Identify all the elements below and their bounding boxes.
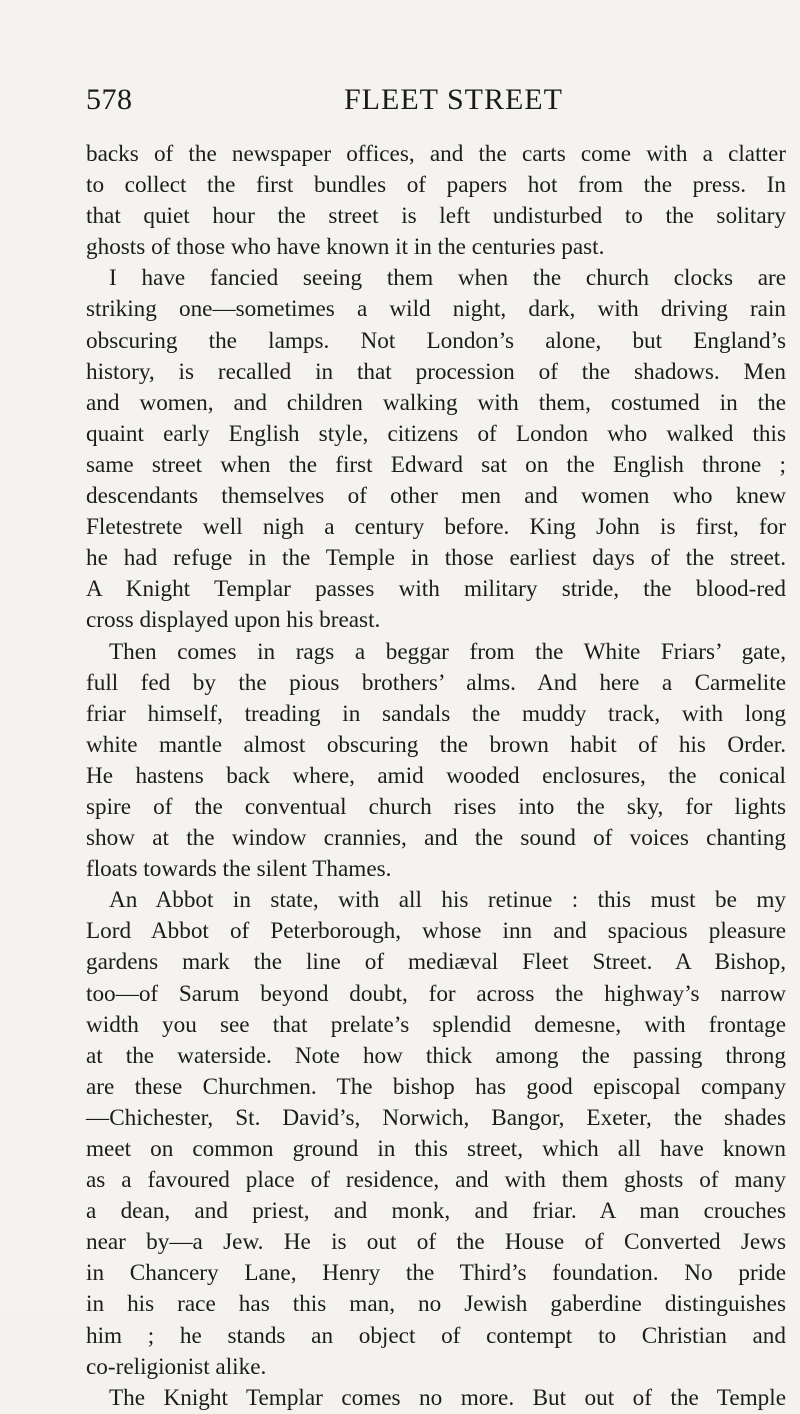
text-line: a dean, and priest, and monk, and friar. A man crouches: [86, 1198, 786, 1225]
running-head: FLEET STREET: [344, 83, 563, 116]
text-line: friar himself, treading in sandals the muddy track, with long: [86, 700, 786, 727]
text-line: and women, and children walking with them, costumed in the: [86, 389, 786, 416]
text-line: quaint early English style, citizens of London who walked this: [86, 420, 786, 447]
text-line: to collect the first bundles of papers hot from the press. In: [86, 172, 786, 199]
text-line: Fletestrete well nigh a century before. King John is first, for: [86, 514, 786, 541]
text-line: descendants themselves of other men and women who knew: [86, 483, 786, 510]
text-line: He hastens back where, amid wooded enclosures, the conical: [86, 762, 786, 789]
text-line: that quiet hour the street is left undisturbed to the solitary: [86, 203, 786, 230]
text-line: him ; he stands an object of contempt to Christian and: [86, 1322, 786, 1349]
text-line: An Abbot in state, with all his retinue : this must be my: [109, 887, 786, 914]
page-number: 578: [86, 83, 133, 116]
text-line: striking one—sometimes a wild night, dark, with driving rain: [86, 296, 786, 323]
text-line: width you see that prelate’s splendid demesne, with frontage: [86, 1011, 786, 1038]
text-line: cross displayed upon his breast.: [86, 607, 381, 634]
text-line: white mantle almost obscuring the brown habit of his Order.: [86, 731, 786, 758]
text-line: co-religionist alike.: [86, 1353, 267, 1380]
text-line: near by—a Jew. He is out of the House of Converted Jews: [86, 1229, 786, 1256]
text-line: in his race has this man, no Jewish gaberdine distinguishes: [86, 1291, 786, 1318]
text-line: as a favoured place of residence, and with them ghosts of many: [86, 1167, 786, 1194]
text-line: ghosts of those who have known it in the centuries past.: [86, 234, 605, 261]
text-line: gardens mark the line of mediæval Fleet Street. A Bishop,: [86, 949, 786, 976]
text-line: too—of Sarum beyond doubt, for across the highway’s narrow: [86, 980, 786, 1007]
text-line: are these Churchmen. The bishop has good episcopal company: [86, 1073, 786, 1100]
text-line: A Knight Templar passes with military stride, the blood-red: [86, 576, 786, 603]
text-line: history, is recalled in that procession of the shadows. Men: [86, 358, 786, 385]
text-line: full fed by the pious brothers’ alms. And here a Carmelite: [86, 669, 786, 696]
text-line: I have fancied seeing them when the church clocks are: [109, 265, 786, 292]
text-line: same street when the first Edward sat on the English throne ;: [86, 451, 786, 478]
text-line: Lord Abbot of Peterborough, whose inn and spacious pleasure: [86, 918, 786, 945]
text-line: floats towards the silent Thames.: [86, 856, 392, 883]
text-line: in Chancery Lane, Henry the Third’s foundation. No pride: [86, 1260, 786, 1287]
page-header: [86, 83, 776, 123]
text-line: —Chichester, St. David’s, Norwich, Bangor, Exeter, the shades: [86, 1104, 786, 1131]
text-line: meet on common ground in this street, which all have known: [86, 1136, 786, 1162]
text-line: backs of the newspaper offices, and the carts come with a clatter: [86, 141, 786, 167]
text-line: he had refuge in the Temple in those earliest days of the street.: [86, 545, 786, 572]
text-line: spire of the conventual church rises into the sky, for lights: [86, 793, 786, 820]
text-line: obscuring the lamps. Not London’s alone, but England’s: [86, 327, 786, 354]
text-line: The Knight Templar comes no more. But out of the Temple: [109, 1384, 786, 1411]
body-text: [86, 139, 786, 1414]
text-line: at the waterside. Note how thick among the passing throng: [86, 1042, 786, 1069]
text-line: show at the window crannies, and the sound of voices chanting: [86, 825, 786, 852]
text-line: Then comes in rags a beggar from the White Friars’ gate,: [109, 638, 786, 665]
